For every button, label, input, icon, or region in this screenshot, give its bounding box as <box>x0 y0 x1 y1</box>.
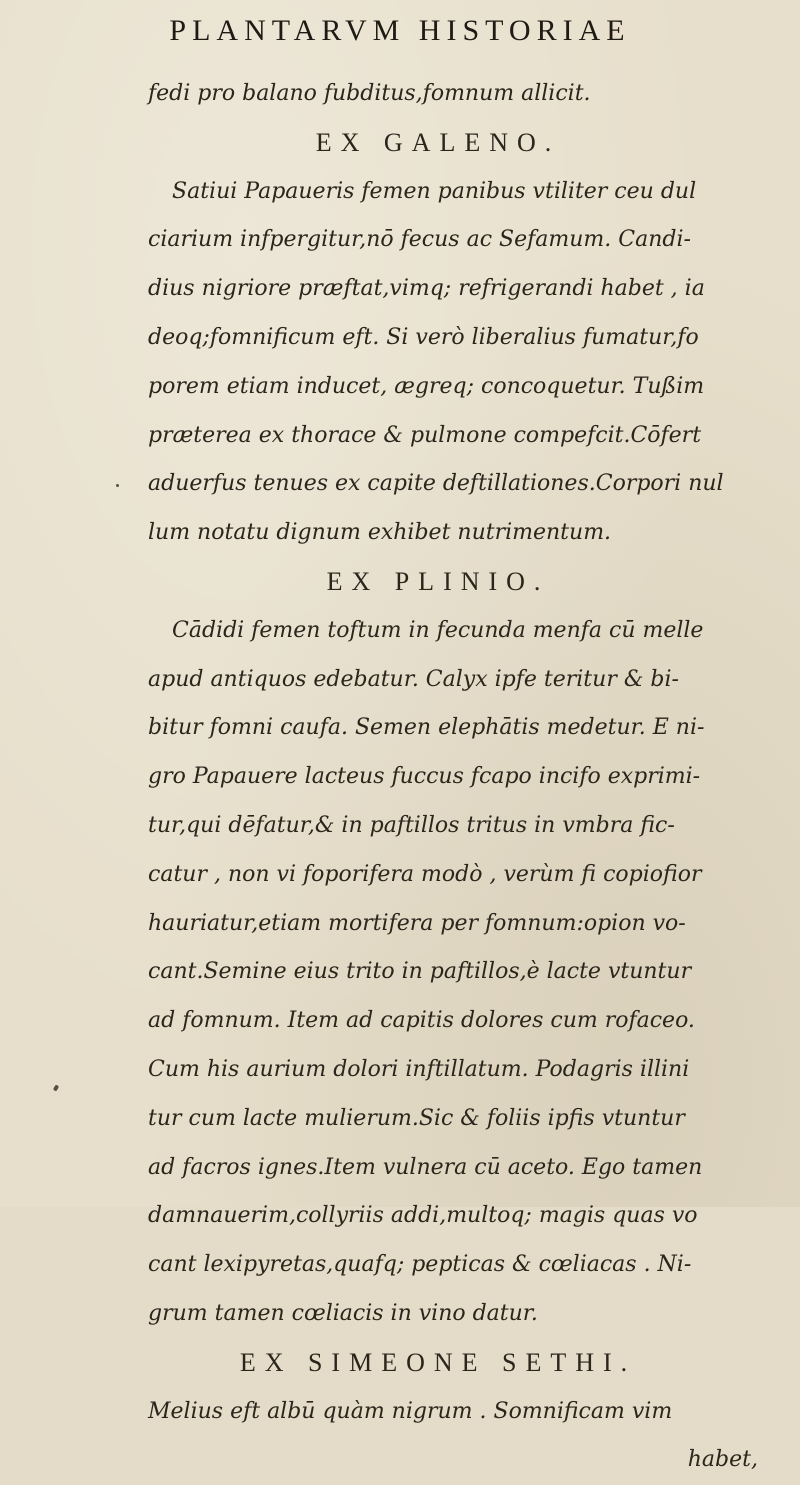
text-line: catur , non vi foporifera modò , verùm fi copiofior <box>148 861 702 887</box>
text-line: damnauerim,collyriis addi,multoq; magis quas vo <box>148 1203 698 1229</box>
section-heading-galeno: EX GALENO. <box>315 127 561 157</box>
text-line: Satiui Papaueris femen panibus vtiliter ceu dul <box>172 178 697 204</box>
text-line: bitur fomni caufa. Semen elephātis medetur. E ni- <box>148 715 705 741</box>
text-line: porem etiam inducet, ægreq; concoquetur. Tußim <box>148 373 705 399</box>
text-line: ciarium infpergitur,nō fecus ac Sefamum. Candi- <box>148 227 691 253</box>
text-line: grum tamen cœliacis in vino datur. <box>148 1300 538 1326</box>
margin-ink-mark <box>115 483 119 487</box>
text-line: tur,qui dēfatur,& in paftillos tritus in vmbra fic- <box>148 812 675 838</box>
text-line: tur cum lacte mulierum.Sic & foliis ipfis vtuntur <box>148 1105 685 1131</box>
text-line: Melius eft albū quàm nigrum . Somnificam vim <box>148 1398 673 1424</box>
text-line: ad facros ignes.Item vulnera cū aceto. Ego tamen <box>148 1154 703 1180</box>
margin-ink-mark <box>53 1084 59 1091</box>
text-line: deoq;fomnificum eft. Si verò liberalius fumatur,fo <box>148 324 699 350</box>
text-line: Cum his aurium dolori inftillatum. Podagris illini <box>148 1056 690 1082</box>
text-line: præterea ex thorace & pulmone compefcit.Cōfert <box>148 422 702 448</box>
section-heading-plinio: EX PLINIO. <box>326 566 550 596</box>
text-line: cant lexipyretas,quafq; pepticas & cœliacas . Ni- <box>148 1252 692 1278</box>
text-line: Cādidi femen toftum in fecunda menfa cū melle <box>172 617 704 643</box>
running-head: PLANTARVM HISTORIAE <box>169 14 631 47</box>
text-line: fedi pro balano fubditus,fomnum allicit. <box>148 81 591 106</box>
text-line: dius nigriore præftat,vimq; refrigerandi habet , ia <box>148 276 705 302</box>
text-line: ad fomnum. Item ad capitis dolores cum rofaceo. <box>148 1008 695 1034</box>
text-block <box>148 70 788 1485</box>
text-line: gro Papauere lacteus fuccus fcapo incifo exprimi- <box>148 764 701 790</box>
text-line: cant.Semine eius trito in paftillos,è lacte vtuntur <box>148 959 692 985</box>
section-heading-simeone-sethi: EX SIMEONE SETHI. <box>239 1347 637 1377</box>
text-line: apud antiquos edebatur. Calyx ipfe teritur & bi- <box>148 666 679 692</box>
catchword: habet, <box>687 1447 758 1473</box>
text-line: hauriatur,etiam mortifera per fomnum:opion vo- <box>148 910 686 936</box>
text-line: aduerfus tenues ex capite deftillationes.Corpori nul <box>148 471 724 497</box>
text-line: lum notatu dignum exhibet nutrimentum. <box>148 520 612 546</box>
